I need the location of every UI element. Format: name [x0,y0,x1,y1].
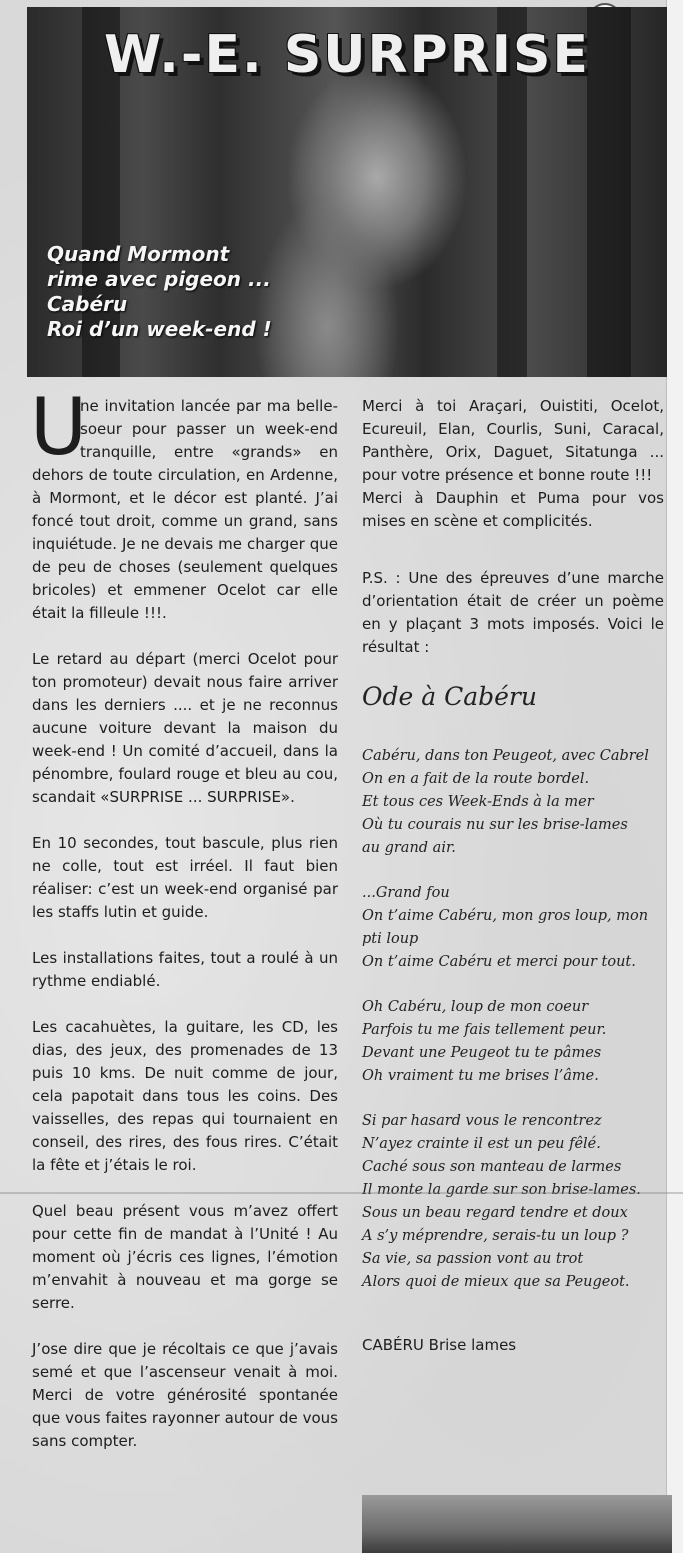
poem-stanza [362,882,664,974]
poem-line: Oh Cabéru, loup de mon coeur [362,999,589,1015]
signature: CABÉRU Brise lames [362,1336,517,1354]
poem-line: On en a fait de la route bordel. [362,771,590,787]
subtitle-line: Roi d’un week-end ! [47,317,272,341]
poem-line: Où tu courais nu sur les brise-lames [362,817,628,833]
article-subtitle [47,242,307,342]
poem-line: ...Grand fou [362,885,450,901]
poem-line: Sa vie, sa passion vont au trot [362,1251,584,1267]
right-column [362,395,664,1354]
header-photo [27,7,667,377]
poem-line: Il monte la garde sur son brise-lames. [362,1182,641,1198]
paragraph [30,383,338,625]
poem-line: Caché sous son manteau de larmes [362,1159,622,1175]
poem-line: Parfois tu me fais tellement peur. [362,1022,607,1038]
bottom-photo [362,1495,672,1553]
fold-crease [0,1192,683,1194]
poem-title: Ode à Cabéru [362,682,537,711]
paragraph: Merci à toi Araçari, Ouistiti, Ocelot, Ecureuil, Elan, Courlis, Suni, Caracal, Panthère, Orix, Daguet, Sitatunga ... pour votre présence et bonne route !!! [362,397,664,484]
poem-line: A s’y méprendre, serais-tu un loup ? [362,1228,629,1244]
paragraph: Merci à Dauphin et Puma pour vos mises en scène et complicités. [362,489,664,530]
poem-line: Et tous ces Week-Ends à la mer [362,794,594,810]
subtitle-line: Cabéru [47,292,128,316]
paragraph: En 10 secondes, tout bascule, plus rien ne colle, tout est irréel. Il faut bien réaliser: c’est un week-end organisé par les staffs lutin et guide. [32,834,338,921]
left-column [30,383,338,1476]
poem-line: On t’aime Cabéru et merci pour tout. [362,954,636,970]
paragraph: P.S. : Une des épreuves d’une marche d’orientation était de créer un poème en y plaçant 3 mots imposés. Voici le résultat : [362,569,664,656]
poem-line: au grand air. [362,840,456,856]
article-title: W.-E. SURPRISE [103,25,591,85]
subtitle-line: rime avec pigeon ... [47,267,271,291]
drop-cap: U [30,383,88,473]
poem-line: Devant une Peugeot tu te pâmes [362,1045,602,1061]
paragraph: J’ose dire que je récoltais ce que j’avais semé et que l’ascenseur venait à moi. Merci de votre générosité spontanée que vous faites rayonner autour de vous sans compter. [32,1340,338,1450]
poem-line: Cabéru, dans ton Peugeot, avec Cabrel [362,748,649,764]
poem-line: Oh vraiment tu me brises l’âme. [362,1068,599,1084]
paragraph-text: ne invitation lancée par ma belle-soeur pour passer un week-end tranquille, entre «grands» en dehors de toute circulation, en Ardenne, à Mormont, et le décor est planté. J’ai foncé tout droit, comme un grand, sans inquiétude. Je ne devais me charger que de peu de choses (seulement quelques bricoles) et emmener Ocelot car elle était la filleule !!!. [32,397,338,622]
paragraph: Les installations faites, tout a roulé à un rythme endiablé. [32,949,338,990]
poem-line: Alors quoi de mieux que sa Peugeot. [362,1274,630,1290]
poem-stanza [362,745,664,860]
page-edge [666,0,683,1553]
paragraph: Le retard au départ (merci Ocelot pour ton promoteur) devait nous faire arriver dans les derniers .... et je ne reconnus aucune voiture devant la maison du week-end ! Un comité d’accueil, dans la pénombre, foulard rouge et bleu au cou, scandait «SURPRISE ... SURPRISE». [32,650,338,806]
poem-line: Si par hasard vous le rencontrez [362,1113,602,1129]
poem-stanza [362,996,664,1088]
paragraph: Quel beau présent vous m’avez offert pour cette fin de mandat à l’Unité ! Au moment où j’écris ces lignes, l’émotion m’envahit à nouveau et ma gorge se serre. [32,1202,338,1312]
paragraph: Les cacahuètes, la guitare, les CD, les dias, des jeux, des promenades de 13 puis 10 kms. De nuit comme de jour, cela papotait dans tous les coins. Des vaisselles, des repas qui tournaient en conseil, des rires, des fous rires. C’était la fête et j’étais le roi. [32,1018,338,1174]
poem-stanza [362,1110,664,1294]
poem-line: N’ayez crainte il est un peu fêlé. [362,1136,601,1152]
poem-line: Sous un beau regard tendre et doux [362,1205,628,1221]
poem-line: On t’aime Cabéru, mon gros loup, mon pti loup [362,908,649,947]
subtitle-line: Quand Mormont [47,242,230,266]
